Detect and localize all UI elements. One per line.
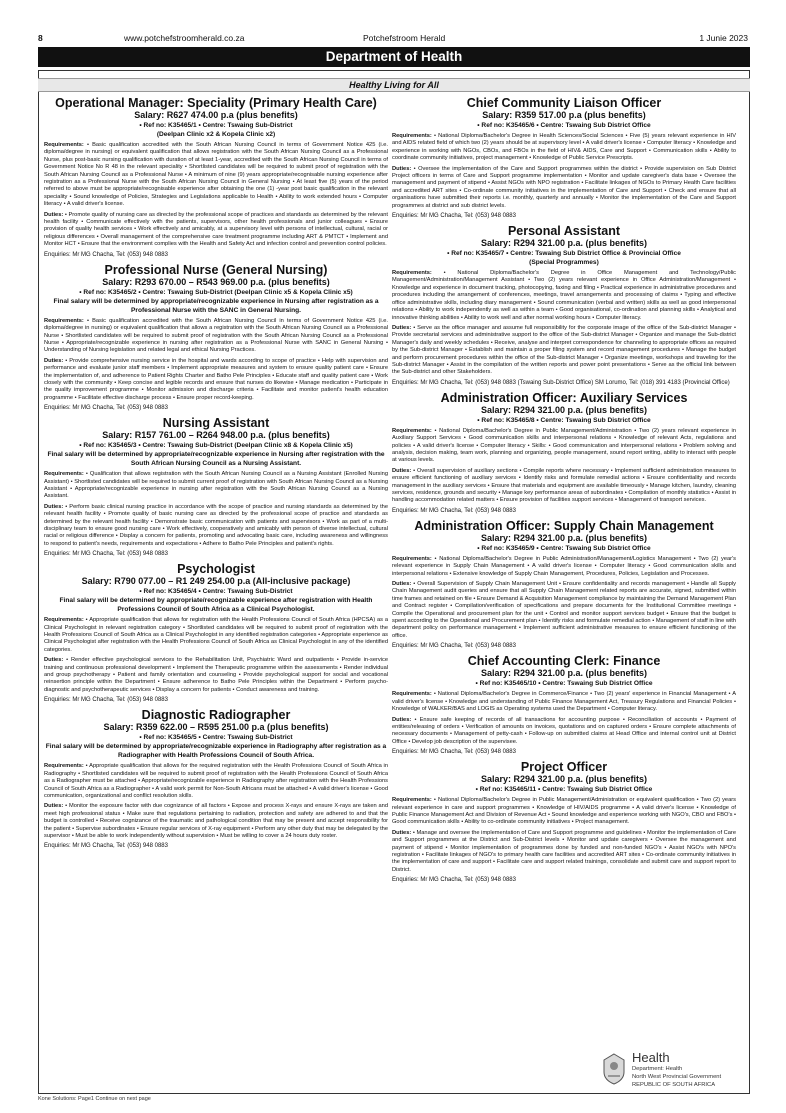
coat-of-arms-icon (598, 1052, 630, 1086)
job-listing (44, 708, 388, 850)
enquiries-line: Enquiries: Mr MG Chacha, Tel: (053) 948 0883 (392, 877, 516, 884)
section-label: Duties: (392, 165, 412, 172)
section-body: • Serve as the office manager and assume full responsibility for the corporate image of the office of the Sub-district Manager • Provide secretarial services and administrative support to the office of the Sub-district Manager • Organize and manage the Sub-district Manager's daily and weekly schedules • Receive, analyse and interpret correspondence for channeling to appropriate offices as required by the Sub-district Manager • Establish and maintain a proper filing system and record management procedures • Manage the budget and perform procurement procedures within the office of the Sub-district Manager • Organize meetings, workshops and traveling for the Sub-district Manager • Assist in the compilation of the written reports and power point presentations • Serve as the official link between the Sub-district and other Stakeholders. (392, 324, 736, 376)
logo-word: Health (632, 1050, 670, 1065)
reference-line: • Ref no: K35465/1 • Centre: Tswaing Sub-District (139, 122, 293, 129)
salary-note: Final salary will be determined by appropriate/recognizable experience after registration with Health Professions Council of South Africa as a Clinical Psychologist. (59, 597, 373, 614)
reference-line: • Ref no: K35465/6 • Centre: Tswaing Sub District Office (477, 122, 651, 129)
requirements-text (392, 133, 736, 163)
enquiries-line: Enquiries: Mr MG Chacha, Tel: (053) 948 0883 (Tswaing Sub-District Office) SM Lorumo, Tel: (018) 391 4183 (Provincial Office) (392, 379, 730, 386)
salary-line: Salary: R359 622.00 – R595 251.00 p.a (plus benefits) (103, 722, 329, 733)
enquiries-line: Enquiries: Mr MG Chacha, Tel: (053) 948 0883 (392, 213, 516, 220)
job-listing (44, 263, 388, 412)
salary-line: Salary: R294 321.00 p.a. (plus benefits) (480, 774, 648, 785)
salary-line: Salary: R294 321.00 p.a. (plus benefits) (480, 404, 648, 415)
job-title: Project Officer (520, 760, 608, 775)
duties-text (392, 830, 736, 874)
issue-date: 1 Junie 2023 (699, 33, 748, 43)
logo-line-1: Department: Health (632, 1066, 683, 1072)
left-column (44, 96, 388, 1086)
page-number: 8 (38, 33, 43, 43)
section-label: Duties: (44, 211, 64, 218)
newspaper-name: Potchefstroom Herald (363, 33, 446, 43)
duties-text (392, 468, 736, 505)
reference-line: • Ref no: K35465/11 • Centre: Tswaing Sub District Office (475, 786, 653, 794)
requirements-text (392, 428, 736, 465)
logo-line-2: North West Provincial Government (632, 1074, 722, 1080)
requirements-text (44, 763, 388, 800)
section-label: Requirements: (392, 270, 432, 277)
salary-line: Salary: R157 761.00 – R264 948.00 p.a. (plus benefits) (102, 430, 330, 441)
section-label: Duties: (392, 324, 412, 331)
salary-line: Salary: R294 321.00 p.a. (plus benefits) (480, 532, 648, 543)
salary-line: Salary: R359 517.00 p.a (plus benefits) (482, 110, 646, 120)
reference-line: • Ref no: K35465/7 • Centre: Tswaing Sub District Office & Provincial Office (447, 250, 681, 258)
job-title: Psychologist (177, 562, 255, 577)
salary-note: Final salary will be determined by appropriate/recognizable experience in Nursing after registration with the South African Nursing Council as a Nursing Assistant. (47, 451, 385, 468)
job-listing (44, 416, 388, 558)
requirements-text (44, 617, 388, 654)
department-banner: Department of Health (38, 47, 750, 67)
section-body: • Qualification that allows registration with the South African Nursing Council as a Nursing Assistant (Enrolled Nursing Assistant) • Shortlisted candidates will be required to submit current proof of registration with South African Nursing Council as a Nursing Assistant • Appropriate/recognizable experience in nursing after registration with the South African Nursing Council as a Nursing Assistant. (44, 471, 388, 500)
requirements-text (392, 797, 736, 827)
duties-text (392, 717, 736, 747)
reference-line: • Ref no: K35465/5 • Centre: Tswaing Sub-District (139, 734, 293, 742)
salary-note: (Deelpan Clinic x2 & Kopela Clinic x2) (156, 131, 276, 138)
section-body: • National Diploma/Bachelor's Degree in Public Management/Administration or equivalent qualification • Two (2) years relevant experience in care and support programmes • Knowledge of HIV/AIDS programme • A valid driver's license • Knowledge of Public Finance Management Act and Division of Revenue Act • Sound knowledge and experience working with NGO's, CBO and FBO's • Good communication skills • Ability to co-ordinate community initiatives • Project management. (392, 797, 736, 826)
section-body: • Appropriate qualification that allows for the required registration with the Health Professions Council of South Africa in Radiography • Shortlisted candidates will be required to submit proof of registration with the Health Professions Council of South Africa as a Radiographer must be attached • Appropriate/recognizable experience in Radiography after registration with the Health Professions Council of South Africa as a Radiographer • A valid work permit for Non-South Africans must be attached • A valid driver's license • Good communication, organizational and conflict resolution skills. (44, 763, 388, 799)
reference-line: • Ref no: K35465/2 • Centre: Tswaing Sub-District (Deelpan Clinic x5 & Kopela Clinic x5) (79, 288, 353, 296)
right-column (392, 96, 736, 1086)
job-title: Professional Nurse (General Nursing) (104, 262, 328, 277)
job-listing (392, 519, 736, 650)
duties-text (44, 657, 388, 694)
job-title: Chief Accounting Clerk: Finance (467, 654, 661, 669)
salary-line: Salary: R294 321.00 p.a. (plus benefits) (480, 238, 648, 249)
job-listing (392, 224, 736, 387)
health-logo (598, 1050, 748, 1092)
section-label: Requirements: (392, 427, 432, 434)
section-label: Duties: (44, 803, 64, 810)
section-body: • Basic qualification accredited with the South African Nursing Council in terms of Government Notice 425 (i.e. diploma/degree in nursing) or equivalent qualification that allows a registration with the South African Nursing Council as a Professional Nurse • Shortlisted candidates will be required to submit proof of registration with the South African Nursing Council as a Professional Nurse • Appropriate/recognizable experience in nursing after registration as a Professional Nurse with SANC in General Nursing • Understanding of Nursing legislation and related legal and ethical Nursing Practices. (44, 317, 388, 354)
reference-line: • Ref no: K35465/8 • Centre: Tswaing Sub District Office (477, 416, 651, 424)
duties-text (392, 166, 736, 210)
salary-note: Final salary will be determined by appropriate/recognizable experience in Nursing after registration as a Professional Nurse with the SANC in General Nursing. (53, 297, 379, 314)
section-label: Requirements: (44, 142, 84, 148)
section-label: Requirements: (392, 691, 432, 698)
section-label: Requirements: (392, 797, 432, 804)
enquiries-line: Enquiries: Mr MG Chacha, Tel: (053) 948 0883 (392, 749, 516, 756)
section-body: • Oversee the implementation of the Care and Support programmes within the district • Provide supervision on Sub District Project officers in terms of Care and Support programme implementation • Monitor and update caregiver's data base • Oversee the management and payment of stipend • Assist NGOs with NPO registration • Facilitate linkages of NGOs to Primary Health Care facilities and accredited ART sites • Co-ordinate community initiatives in the implementation of Care and Support • Check and ensure that all organisations have submitted their reports i.e. monthly, quarterly and annually • Monitor the implementation of the Care and Support programmes at district and sub district levels. (392, 165, 736, 209)
job-listing (44, 562, 388, 704)
job-title: Operational Manager: Speciality (Primary Health Care) (55, 96, 377, 110)
section-body: • Basic qualification accredited with the South African Nursing Council in terms of Government Notice 425 (i.e. diploma/degree in nursing) or equivalent qualification that allows registration with the South African Nursing Council as a Professional Nurse, plus post-basic nursing qualification with duration of at least 1-year, accredited with the South African Nursing Council in terms of Government Notice No R 48 in the relevant speciality • Shortlisted candidates will be required to submit proof of registration with the South African Nursing Council as a Professional Nurse • A minimum of nine (9) years appropriate/recognisable nursing experience after registration as a Professional Nurse with the South African Nursing Council in General Nursing • At least five (5) years of the period referred to above must be appropriate/recognisable experience after obtaining the one (1) -year post basic qualification in the relevant speciality • Sound knowledge of Policies, Strategies and Legislations applicable to Health • Ability to work extended hours • Computer literacy • A valid driver's license. (44, 142, 388, 208)
salary-note: (Special Programmes) (529, 259, 599, 267)
section-label: Duties: (44, 657, 64, 664)
section-body: • National Diploma/Bachelor's Degree in Public Administration/Management/Logistics Management • Two (2) year's relevant experience in Supply Chain Management • A valid driver's license • Computer literacy • Good communication skills and interpersonal relations • Extensive knowledge of Supply Chain Management, Procedures, Policies, Legislation and Processes. (392, 555, 736, 577)
reference-line: • Ref no: K35465/10 • Centre: Tswaing Sub District Office (475, 680, 653, 688)
salary-line: Salary: R294 321.00 p.a. (plus benefits) (480, 668, 648, 679)
enquiries-line: Enquiries: Mr MG Chacha, Tel: (053) 948 0883 (392, 643, 516, 650)
duties-text (392, 325, 736, 377)
job-title: Chief Community Liaison Officer (466, 96, 662, 110)
duties-text (44, 504, 388, 548)
section-body: • National Diploma/Bachelor's Degree in Health Sciences/Social Sciences • Five (5) years relevant experience in HIV and AIDS related field of which two (2) years should be at supervisory level • A valid driver's license • Computer literacy • Knowledge and experience in working with NGOs, CBOs, and FBOs in the field of HIV& AIDS, Care and Support • Communication skills • Ability to coordinate community initiatives, project management • Knowledge of Public Service Prescripts. (392, 133, 736, 162)
section-body: • Overall supervision of auxiliary sections • Compile reports where necessary • Implement sufficient administration measures to ensure efficient functioning of auxiliary services • Identify risks and formulate remedial actions • Ensure confidentiality and records management in the auxiliary services • Ensure that materials and equipment are available timeously • Manage kitchen, laundry, cleaning services, residence, grounds and security • Manage key performance areas of subordinates • Compilation of monthly statistics • Assist in handling accommodation related matters • Ensure provision of facilities support services • Management of transport services. (392, 467, 736, 504)
section-body: • Render effective psychological services to the Rehabilitation Unit, Psychiatric Ward and outpatients • Provide in-service training and continuous professional development • Implement the Therapeutic programme within the assessments • Render individual and group psychotherapy • Patient and family orientation and counseling • Provide psychological support for social and vocational reinsertion principle within the Department • Ensure adherence to Batho Pele Principles within the Department • Perform psycho-diagnostic and psychotherapeutic services • Display a concern for patients • Conduct awareness and training. (44, 657, 388, 693)
enquiries-line: Enquiries: Mr MG Chacha, Tel: (053) 948 0883 (44, 405, 168, 412)
section-body: • Manage and oversee the implementation of Care and Support programme and guidelines • Monitor the implementation of Care and Support programmes at the District and Sub-District levels • Monitor and update caregivers • Oversee the management and payment of stipend • Monitor implementation of programmes done by funded and non-funded NGO's • Assist NGO's with NPO's registration • Facilitate linkages of NGO's to primary health care facilities and accredited ART sites • Co-ordinate community initiatives in the implementation of care and support • Facilitate care and support related trainings, consolidate and submit care and support report to District. (392, 829, 736, 873)
section-body: • Perform basic clinical nursing practice in accordance with the scope of practice and nursing standards as determined by the relevant health facility • Promote quality of basic nursing care as directed by the professional scope of practice and standards as determined by the relevant health facility • Demonstrate basic communication with patients and supervisors • Work as part of a multi-disciplinary team to ensure good nursing care • Work effectively, cooperatively and amicably with person of diverse intellectual, cultural racial or religious difference • Display a concern for patients, promoting and advocating basic care, including awareness and willingness to respond to patient's needs, requirements and expectations • Adhere to Batho Pele Principles and patient's rights. (44, 503, 388, 547)
duties-text (44, 212, 388, 249)
requirements-text (44, 471, 388, 501)
job-listing (44, 96, 388, 259)
job-title: Administration Officer: Supply Chain Management (414, 518, 714, 533)
section-label: Requirements: (44, 317, 84, 324)
salary-line: Salary: R627 474.00 p.a (plus benefits) (134, 110, 298, 120)
section-body: • National Diploma/Bachelor's Degree in Commerce/Finance • Two (2) years' experience in Financial Management • A valid driver's license • Knowledge and understanding of Public Finance Management Act, Treasury Regulations and Financial Policies • Knowledge of WALKER/BAS and LOGIS as Operating systems used the Department • Computer literacy. (392, 691, 736, 713)
job-title: Personal Assistant (507, 224, 621, 239)
section-label: Duties: (44, 357, 64, 364)
reference-line: • Ref no: K35465/9 • Centre: Tswaing Sub District Office (477, 544, 651, 552)
section-label: Requirements: (44, 617, 84, 624)
duties-text (392, 581, 736, 640)
slogan-bar: Healthy Living for All (38, 78, 750, 92)
section-body: • Overall Supervision of Supply Chain Management Unit • Ensure confidentiality and records management • Handle all Supply Chain Management audit queries and ensure that all Supply Chain Management related reports are accurate, signed, submitted within time frames and retained on file • Ensure Demand & Acquisition Management compliance by maintaining the Demand Management Plan and Contract register • Compilation/verification of specifications and prepare documents for the Institutional Committee meetings • Compile the Operational and procurement plan for the unit • Control and monitor support services budget • Ensure that the budget is spent according to the Operational and Procurement plan • Identify risks and formulate remedial action • Management of staff in line with department policy on performance management • Implement sufficient administrative measures to ensure efficient functioning of the office. (392, 581, 736, 639)
enquiries-line: Enquiries: Mr MG Chacha, Tel: (053) 948 0883 (44, 551, 168, 558)
job-title: Administration Officer: Auxiliary Services (440, 390, 688, 405)
job-listing (392, 760, 736, 884)
section-label: Requirements: (392, 133, 432, 139)
duties-text (44, 358, 388, 402)
enquiries-line: Enquiries: Mr MG Chacha, Tel: (053) 948 0883 (44, 251, 168, 258)
section-body: • Appropriate qualification that allows for registration with the Health Professions Council of South Africa (HPCSA) as a Clinical Psychologist in relevant registration category • Shortlisted candidates will be required to submit proof of registration with the Health Professions Council of South Africa as a Clinical Psychologist in any identified registration categories • Appropriate experience as Clinical Psychologist after registration with the Health Professions Council of South Africa as Clinical Psychologist in any of the identified categories. (44, 617, 388, 653)
section-body: • National Diploma/Bachelor's Degree in Public Management/Administration • Two (2) years relevant experience in Auxiliary Support Services • Good communication skills and interpersonal relations • Knowledge of relevant Acts, regulations and policies • A valid driver's license • Computer literacy • Skills: • Good communication and interpersonal relations • Problem solving and analysis, decision making, team work, planning and organizing, people management, sound report writing, ability to interact with people at various levels. (392, 427, 736, 464)
section-label: Duties: (392, 716, 412, 723)
reference-line: • Ref no: K35465/3 • Centre: Tswaing Sub-District (Deelpan Clinic x8 & Kopela Clinic x5) (79, 442, 353, 450)
footer-note: Kone Solutions: Page1 Continue on next page (38, 1096, 151, 1102)
section-label: Requirements: (44, 471, 84, 478)
salary-line: Salary: R293 670.00 – R543 969.00 p.a. (plus benefits) (102, 276, 330, 287)
section-label: Duties: (392, 467, 412, 474)
enquiries-line: Enquiries: Mr MG Chacha, Tel: (053) 948 0883 (392, 507, 516, 514)
job-title: Nursing Assistant (162, 416, 270, 431)
section-body: • Ensure safe keeping of records of all transactions for accounting purpose • Reconciliation of accounts • Payment of entities/releasing of orders • Verification of amounts on invoices, quotations and on captured orders • Ensure complete attachments of necessary documents • Management of petty-cash • Follow-up on submitted claims at Head Office and internal control unit at District Office • Develop job description of the supervisee. (392, 716, 736, 745)
salary-line: Salary: R790 077.00 – R1 249 254.00 p.a (All-inclusive package) (81, 576, 351, 587)
logo-line-3: REPUBLIC OF SOUTH AFRICA (632, 1082, 716, 1088)
job-listing (392, 96, 736, 220)
section-body: • Provide comprehensive nursing service in the hospital and wards according to scope of practice • Help with supervision and performance and evaluate junior staff members • Implement appropriate measures and system to ensure quality patient care • Ensure the implementation of, and adherence to Patient Rights Charter and Batho Pele Principles • Educate staff and quality patient care • Work closely with the community • Keep concise and legible records and ensure that nurses do likewise • Manage medication • Participate in the quality improvement programme • Monitor admission and discharge criteria • Facilitate and monitor patient's health education programme • Facilitate effective discharge process • Ensure proper record-keeping. (44, 357, 388, 401)
section-label: Duties: (44, 503, 64, 510)
section-body: • Promote quality of nursing care as directed by the professional scope of practices and standards as determined by the relevant health facility • Communicate effectively with the patients, supervisors, other health professionals and junior colleagues • Ensure provision of quality health services • Work effectively and amicably, at a supervisory level with persons of intellectual, cultural, racial or religious differences • Overall management of the comprehensive care treatment programme including ART & PMTCT • Implement and Monitor HCT • Ensure that the environment complies with the Health and Safety Act and infection control and prevention control policies. (44, 211, 388, 248)
job-title: Diagnostic Radiographer (141, 708, 291, 723)
duties-text (44, 803, 388, 840)
reference-line: • Ref no: K35465/4 • Centre: Tswaing Sub-District (139, 588, 293, 596)
section-label: Duties: (392, 829, 412, 836)
section-label: Duties: (392, 581, 412, 588)
requirements-text (392, 270, 736, 322)
section-body: • National Diploma/Bachelor's Degree in Office Management and Technology/Public Management/Administration/Management Assistant • Two (2) years relevant experience in Office Administration/Management • Knowledge and experience in document tracking, photocopying, faxing and filing • Practical experience in administrative procedures and procedures including the arrangement of conferences, meetings, travel arrangements and processing of claims • Typing and effective office administrative skills, including diary management • Sound communication (verbal and written) skills as well as good interpersonal relations • Ability to work independently as well as within a team • Good organisational, co-ordination and planning skills • Analytical and innovative thinking abilities • Ability to work well and after normal working hours • Computer literacy. (392, 270, 736, 321)
page-header (38, 33, 748, 45)
section-body: • Monitor the exposure factor with due cognizance of all factors • Expose and process X-rays and ensure X-rays are taken and meet high professional status • Make sure that regulations pertaining to radiation, protection and safety are adhered to and that the budget is controlled • Receive cognizance of the traumatic and pathological condition that may be present and accept responsibility for the patient • Supervise subordinates • Ensure regular services of X-ray equipment • Perform any other duty that may be delegated by the supervisor • Must be able to work independently without supervision • Must be willing to cover a 24 hours duty roster. (44, 803, 388, 839)
job-listing (392, 391, 736, 515)
requirements-text (44, 142, 388, 209)
requirements-text (392, 556, 736, 578)
website-link[interactable]: www.potchefstroomherald.co.za (124, 33, 245, 43)
enquiries-line: Enquiries: Mr MG Chacha, Tel: (053) 948 0883 (44, 843, 168, 850)
requirements-text (392, 691, 736, 713)
enquiries-line: Enquiries: Mr MG Chacha, Tel: (053) 948 0883 (44, 697, 168, 704)
requirements-text (44, 318, 388, 355)
section-label: Requirements: (392, 555, 432, 562)
job-listing (392, 654, 736, 756)
salary-note: Final salary will be determined by appropriate/recognizable experience in Radiography after registration as a Radiographer with Health Professions Council of South Africa. (45, 743, 387, 760)
section-label: Requirements: (44, 763, 84, 770)
